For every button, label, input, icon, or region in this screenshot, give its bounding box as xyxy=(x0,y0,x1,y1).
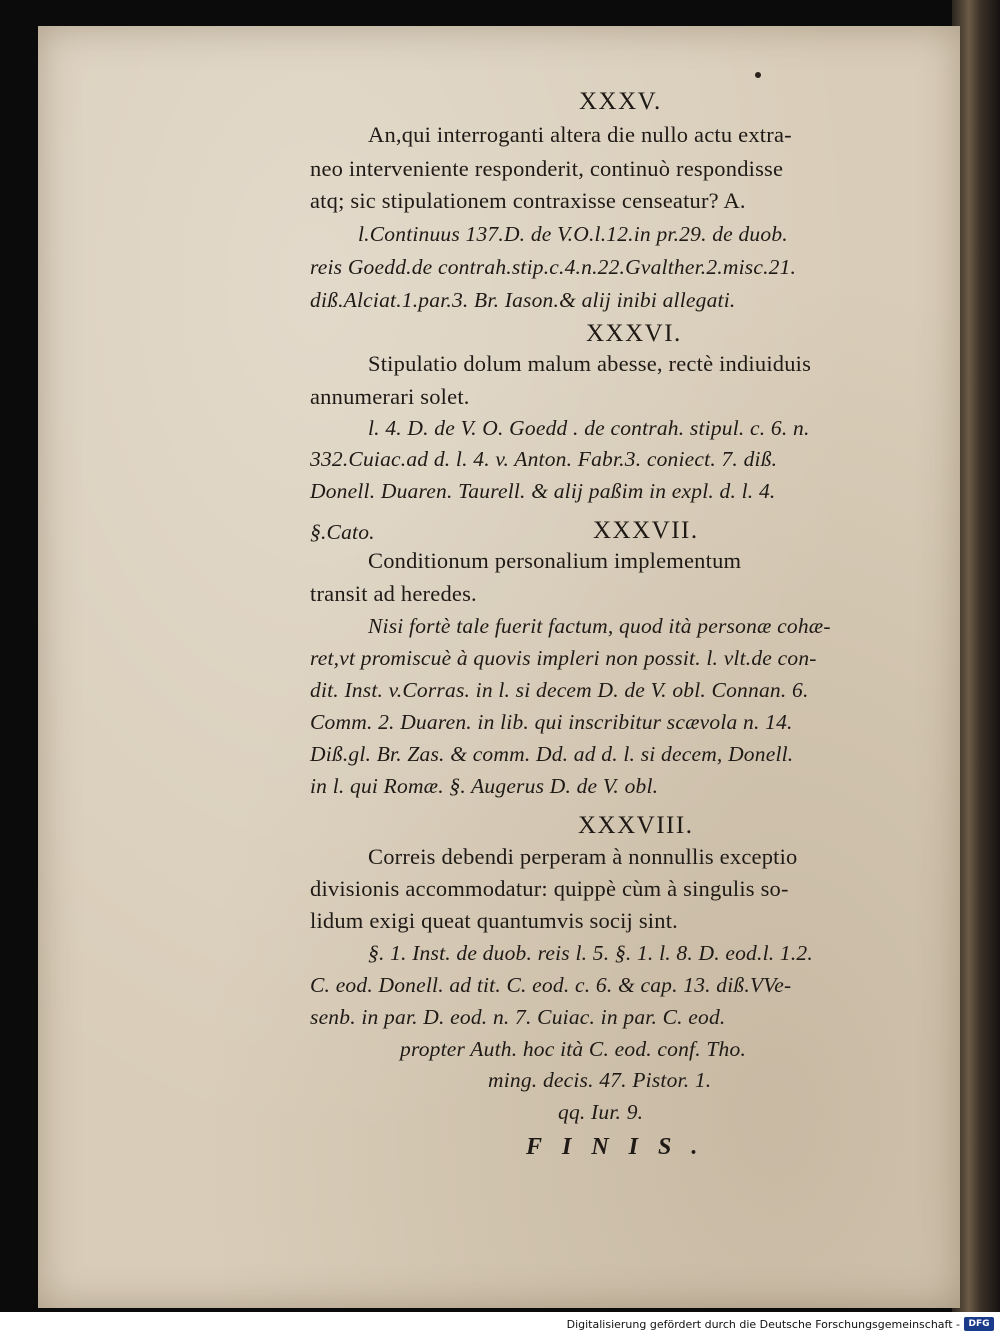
citation-line: C. eod. Donell. ad tit. C. eod. c. 6. & cap. 13. diß.VVe- xyxy=(310,973,792,997)
thesis-heading-xxxviii: XXXVIII. xyxy=(578,812,694,839)
text-line: Stipulatio dolum malum abesse, rectè indiuiduis xyxy=(368,351,812,376)
thesis-heading-xxxvii: XXXVII. xyxy=(593,517,699,544)
citation-line: l.Continuus 137.D. de V.O.l.12.in pr.29. de duob. xyxy=(358,222,788,246)
citation-line: diß.Alciat.1.par.3. Br. Iason.& alij inibi allegati. xyxy=(310,288,736,312)
text-line: divisionis accommodatur: quippè cùm à singulis so- xyxy=(310,876,789,901)
ink-spot xyxy=(755,72,761,78)
footer-bar xyxy=(0,1312,1000,1337)
dfg-logo: DFG xyxy=(964,1317,994,1331)
text-line: An,qui interroganti altera die nullo actu extra- xyxy=(368,122,792,147)
citation-line: senb. in par. D. eod. n. 7. Cuiac. in par. C. eod. xyxy=(310,1005,726,1029)
finis-text: FINIS. xyxy=(526,1134,718,1160)
book-page xyxy=(38,26,960,1308)
citation-line: Diß.gl. Br. Zas. & comm. Dd. ad d. l. si decem, Donell. xyxy=(310,742,794,766)
citation-line: Nisi fortè tale fuerit factum, quod ità personæ cohæ- xyxy=(368,614,831,638)
citation-line: 332.Cuiac.ad d. l. 4. v. Anton. Fabr.3. coniect. 7. diß. xyxy=(310,447,778,471)
footer-credit: Digitalisierung gefördert durch die Deutsche Forschungsgemeinschaft - xyxy=(566,1318,960,1331)
citation-line: §.Cato. xyxy=(310,520,375,544)
citation-line: ret,vt promiscuè à quovis impleri non possit. l. vlt.de con- xyxy=(310,646,817,670)
citation-line: l. 4. D. de V. O. Goedd . de contrah. stipul. c. 6. n. xyxy=(368,416,810,440)
citation-line: Donell. Duaren. Taurell. & alij paßim in expl. d. l. 4. xyxy=(310,479,776,503)
thesis-heading-xxxv: XXXV. xyxy=(579,88,662,115)
citation-line: in l. qui Romæ. §. Augerus D. de V. obl. xyxy=(310,774,659,798)
citation-line: dit. Inst. v.Corras. in l. si decem D. de V. obl. Connan. 6. xyxy=(310,678,809,702)
text-line: lidum exigi queat quantumvis socij sint. xyxy=(310,908,678,933)
text-line: Correis debendi perperam à nonnullis exceptio xyxy=(368,844,798,869)
citation-line: qq. Iur. 9. xyxy=(558,1100,644,1124)
citation-line: Comm. 2. Duaren. in lib. qui inscribitur scævola n. 14. xyxy=(310,710,793,734)
citation-line: ming. decis. 47. Pistor. 1. xyxy=(488,1068,712,1092)
text-line: transit ad heredes. xyxy=(310,581,477,606)
citation-line: propter Auth. hoc ità C. eod. conf. Tho. xyxy=(400,1037,747,1061)
text-line: Conditionum personalium implementum xyxy=(368,548,742,573)
citation-line: §. 1. Inst. de duob. reis l. 5. §. 1. l. 8. D. eod.l. 1.2. xyxy=(368,941,813,965)
text-line: neo interveniente responderit, continuò respondisse xyxy=(310,156,784,181)
text-line: annumerari solet. xyxy=(310,384,470,409)
thesis-heading-xxxvi: XXXVI. xyxy=(586,320,682,347)
citation-line: reis Goedd.de contrah.stip.c.4.n.22.Gvalther.2.misc.21. xyxy=(310,255,797,279)
text-line: atq; sic stipulationem contraxisse censeatur? A. xyxy=(310,188,746,213)
